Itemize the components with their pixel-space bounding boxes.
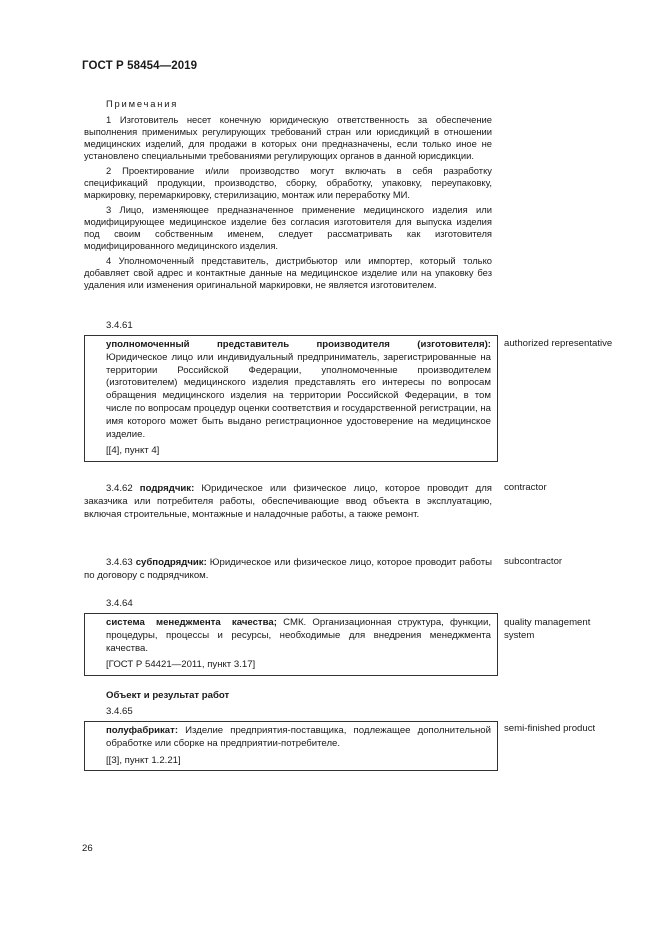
term-source: [[4], пункт 4] bbox=[106, 445, 160, 457]
term-box-3-4-64 bbox=[84, 613, 498, 676]
page-number: 26 bbox=[82, 843, 93, 854]
term-name: система менеджмента качества; bbox=[106, 617, 277, 628]
term-definition: Юридическое или физическое лицо, которое проводит работы по договору с подрядчиком. bbox=[84, 557, 492, 582]
term-english-3-4-63: subcontractor bbox=[504, 556, 563, 567]
term-definition: Изделие предприятия-поставщика, подлежащее дополнительной обработке или сборке на предприятии-потребителе. bbox=[106, 725, 491, 749]
section-heading: Объект и результат работ bbox=[106, 690, 230, 701]
term-name: уполномоченный представитель производителя (изготовителя): bbox=[106, 339, 491, 350]
term-name: субподрядчик: bbox=[135, 557, 207, 568]
term-definition: Юридическое или физическое лицо, которое проводит для заказчика или потребителя работы, обеспечивающие ввод объекта в эксплуатацию, включая строительные, монтажные и наладочные работы, а также ремонт. bbox=[84, 483, 493, 521]
term-box-3-4-65 bbox=[84, 721, 498, 771]
term-3-4-63 bbox=[84, 556, 492, 582]
term-english-3-4-62: contractor bbox=[504, 482, 547, 493]
term-source: [ГОСТ Р 54421—2011, пункт 3.17] bbox=[106, 659, 256, 671]
term-definition: СМК. Организационная структура, функции, процедуры, процессы и ресурсы, необходимые для внедрения менеджмента качества. bbox=[106, 617, 491, 654]
term-number-3-4-64: 3.4.64 bbox=[106, 598, 133, 609]
term-english-3-4-64: quality management system bbox=[504, 617, 591, 641]
term-number-3-4-61: 3.4.61 bbox=[106, 320, 133, 331]
note-item: 2 Проектирование и/или производство могут включать в себя разработку спецификаций продукции, производство, сборку, обработку, упаковку, переупаковку, маркировку, перемаркировку, стерилизацию, монтаж или переработку МИ. bbox=[84, 164, 492, 201]
term-number: 3.4.63 bbox=[106, 557, 133, 568]
term-3-4-62 bbox=[84, 482, 492, 522]
document-header: ГОСТ Р 58454—2019 bbox=[82, 60, 198, 72]
term-english-3-4-61: authorized representative bbox=[504, 338, 613, 349]
note-item: 1 Изготовитель несет конечную юридическую ответственность за обеспечение выполнения применимых регулирующих требований стран или юрисдикций в отношении медицинских изделий, для продажи в которых они предназначены, если только иное не установлено специальными требованиями регулирующих органов в данной юрисдикции. bbox=[84, 114, 492, 162]
term-number-3-4-65: 3.4.65 bbox=[106, 706, 133, 717]
term-english-3-4-65: semi-finished product bbox=[504, 723, 596, 734]
term-source: [[3], пункт 1.2.21] bbox=[106, 754, 181, 766]
term-text bbox=[106, 617, 491, 655]
term-name: полуфабрикат: bbox=[106, 725, 179, 736]
notes-list bbox=[84, 114, 492, 293]
term-text bbox=[106, 725, 491, 751]
notes-title: Примечания bbox=[106, 98, 179, 109]
term-name: подрядчик: bbox=[139, 483, 195, 494]
note-item: 3 Лицо, изменяющее предназначенное применение медицинского изделия или модифицирующее медицинское изделие без согласия изготовителя для выпуска изделия под своим собственным именем, следует рассматривать как изготовителя модифицированного медицинского изделия. bbox=[84, 203, 492, 251]
term-definition: Юридическое лицо или индивидуальный предприниматель, зарегистрированные на территории Российской Федерации, уполномоченные производителем (изготовителем) медицинского изделия представлять его интересы по вопросам обращения медицинского изделия на территории Российской Федерации, в том числе по вопросам процедур оценки соответствия и государственной регистрации, на имя которого может быть выдано регистрационное удостоверение на медицинское изделие. bbox=[106, 351, 491, 440]
note-item: 4 Уполномоченный представитель, дистрибьютор или импортер, который только добавляет свой адрес и контактные данные на медицинское изделие или на упаковку без удаления или изменения оригинальной маркировки, не является изготовителем. bbox=[84, 254, 492, 290]
term-box-3-4-61 bbox=[84, 335, 498, 462]
term-text bbox=[106, 339, 491, 441]
term-number: 3.4.62 bbox=[106, 483, 133, 494]
